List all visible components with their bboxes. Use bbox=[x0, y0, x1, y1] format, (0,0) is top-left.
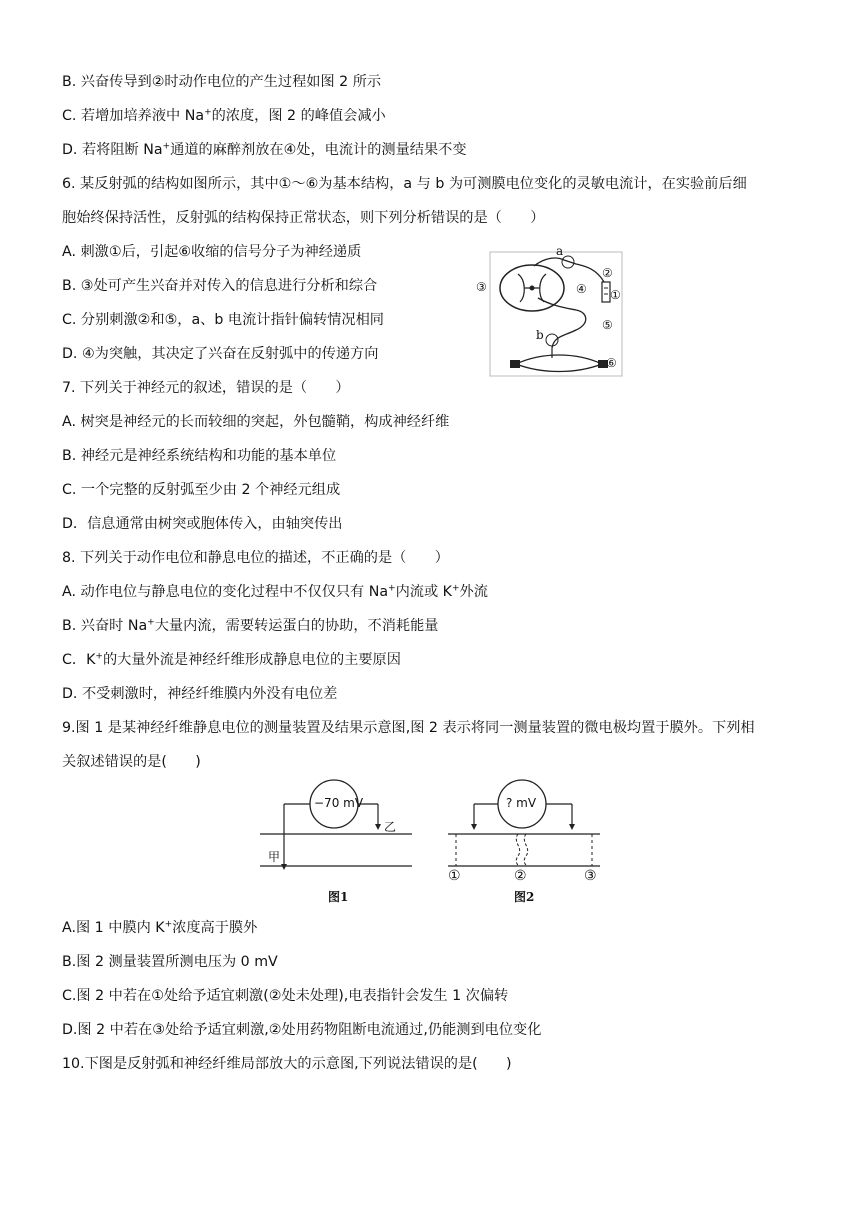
figure-1-meter-readout: −70 mV bbox=[314, 796, 364, 810]
q8-stem: 8. 下列关于动作电位和静息电位的描述，不正确的是（ ） bbox=[62, 550, 449, 566]
q6-option-c: C. 分别刺激②和⑤，a、b 电流计指针偏转情况相同 bbox=[62, 312, 384, 328]
q10-stem: 10.下图是反射弧和神经纤维局部放大的示意图,下列说法错误的是( ) bbox=[62, 1056, 512, 1072]
q8-option-c: C．K+的大量外流是神经纤维形成静息电位的主要原因 bbox=[62, 651, 401, 668]
label-2: ② bbox=[602, 266, 613, 280]
q5-option-d: D. 若将阻断 Na+通道的麻醉剂放在④处，电流计的测量结果不变 bbox=[62, 141, 467, 158]
label-b: b bbox=[536, 328, 544, 342]
label-p2: ② bbox=[514, 868, 527, 884]
q7-option-b: B. 神经元是神经系统结构和功能的基本单位 bbox=[62, 448, 337, 464]
label-a: a bbox=[556, 244, 564, 258]
q9-option-c: C.图 2 中若在①处给予适宜刺激(②处未处理),电表指针会发生 1 次偏转 bbox=[62, 988, 509, 1004]
q8-option-a: A. 动作电位与静息电位的变化过程中不仅仅只有 Na+内流或 K+外流 bbox=[62, 583, 488, 600]
q9-stem-line2: 关叙述错误的是( ) bbox=[62, 754, 201, 770]
label-1: ① bbox=[610, 288, 621, 302]
q7-option-a: A. 树突是神经元的长而较细的突起，外包髓鞘，构成神经纤维 bbox=[62, 414, 450, 430]
label-yi: 乙 bbox=[384, 820, 397, 834]
q8-option-d: D. 不受刺激时，神经纤维膜内外没有电位差 bbox=[62, 686, 338, 702]
label-5: ⑤ bbox=[602, 318, 613, 332]
label-p1: ① bbox=[448, 868, 461, 884]
q7-stem: 7. 下列关于神经元的叙述，错误的是（ ） bbox=[62, 380, 350, 396]
q5-option-c: C. 若增加培养液中 Na+的浓度，图 2 的峰值会减小 bbox=[62, 107, 386, 124]
q9-option-a: A.图 1 中膜内 K+浓度高于膜外 bbox=[62, 919, 258, 936]
q5-option-b: B. 兴奋传导到②时动作电位的产生过程如图 2 所示 bbox=[62, 74, 382, 90]
label-4: ④ bbox=[576, 282, 587, 296]
reflex-arc-figure bbox=[472, 244, 624, 378]
figure-2 bbox=[446, 770, 606, 910]
figure-2-caption: 图2 bbox=[514, 890, 535, 904]
figure-2-meter-readout: ? mV bbox=[506, 796, 537, 810]
q7-option-d: D．信息通常由树突或胞体传入，由轴突传出 bbox=[62, 516, 343, 532]
q9-option-b: B.图 2 测量装置所测电压为 0 mV bbox=[62, 954, 278, 970]
q6-stem-line1: 6. 某反射弧的结构如图所示，其中①～⑥为基本结构，a 与 b 为可测膜电位变化的灵敏电流计，在实验前后细 bbox=[62, 176, 747, 192]
q8-option-b: B. 兴奋时 Na+大量内流，需要转运蛋白的协助，不消耗能量 bbox=[62, 617, 439, 634]
q6-option-b: B. ③处可产生兴奋并对传入的信息进行分析和综合 bbox=[62, 278, 378, 294]
figure-1-caption: 图1 bbox=[328, 890, 349, 904]
label-6: ⑥ bbox=[606, 356, 617, 370]
q9-option-d: D.图 2 中若在③处给予适宜刺激,②处用药物阻断电流通过,仍能测到电位变化 bbox=[62, 1022, 542, 1038]
q6-option-a: A. 刺激①后，引起⑥收缩的信号分子为神经递质 bbox=[62, 244, 362, 260]
q7-option-c: C. 一个完整的反射弧至少由 2 个神经元组成 bbox=[62, 482, 341, 498]
label-p3: ③ bbox=[584, 868, 597, 884]
label-jia: 甲 bbox=[268, 850, 281, 864]
figure-1 bbox=[258, 770, 418, 910]
q6-option-d: D. ④为突触，其决定了兴奋在反射弧中的传递方向 bbox=[62, 346, 379, 362]
label-3: ③ bbox=[476, 280, 487, 294]
q6-stem-line2: 胞始终保持活性，反射弧的结构保持正常状态，则下列分析错误的是（ ） bbox=[62, 210, 545, 226]
q9-stem-line1: 9.图 1 是某神经纤维静息电位的测量装置及结果示意图,图 2 表示将同一测量装置的微电极均置于膜外。下列相 bbox=[62, 720, 755, 736]
